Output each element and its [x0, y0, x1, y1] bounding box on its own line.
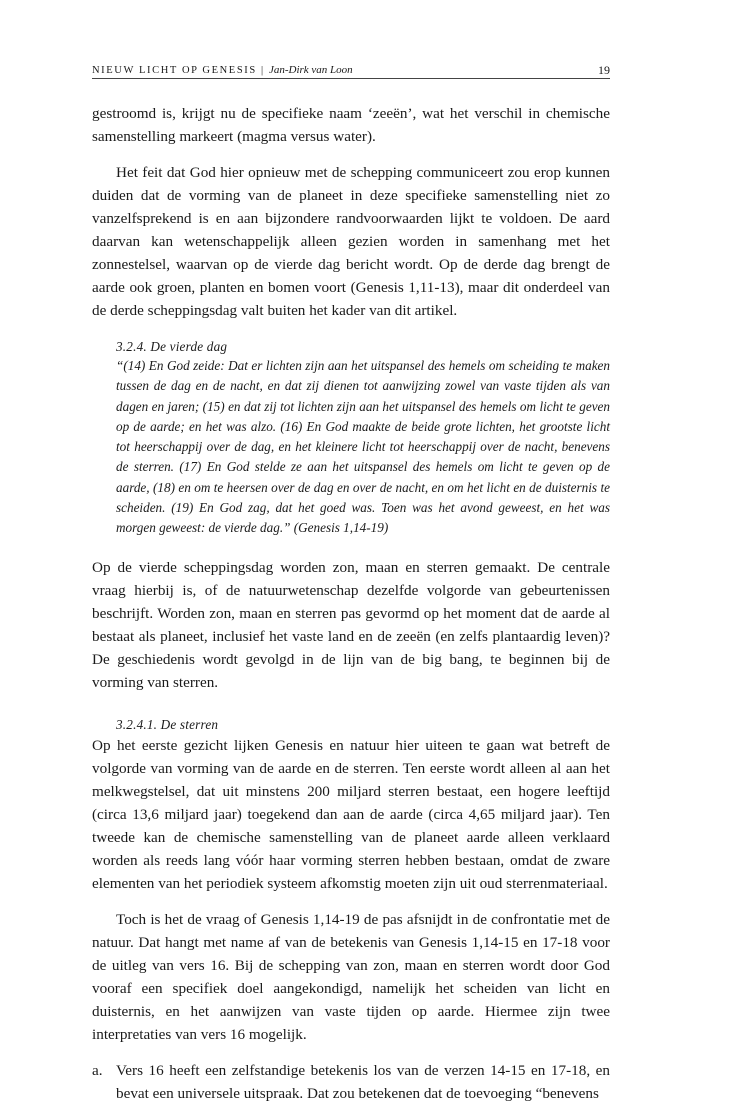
running-title: NIEUW LICHT OP GENESIS	[92, 65, 257, 76]
header-author: Jan-Dirk van Loon	[268, 64, 353, 76]
paragraph-5: Toch is het de vraag of Genesis 1,14-19 de pas afsnijdt in de confrontatie met de natuur. Dat hangt met name af van de betekenis van Genesis 1,14-15 en 17-18 voor de uitleg van vers 16. Bij de schepping van zon, maan en sterren wordt door God vooraf een specifiek doel aangekondigd, namelijk het scheiden van licht en duisternis, en het aanwijzen van vaste tijden op aarde. Hiermee zijn twee interpretaties van vers 16 mogelijk.	[92, 910, 610, 1043]
paragraph-3: Op de vierde scheppingsdag worden zon, maan en sterren gemaakt. De centrale vraag hierbij is, of de natuurwetenschap dezelfde volgorde van gebeurtenissen beschrijft. Worden zon, maan en sterren pas gevormd op het moment dat de aarde al bestaat als planeet, inclusief het vaste land en de zeeën (en zelfs plantaardig leven)? De geschiedenis wordt gevolgd in de lijn van de big bang, te beginnen bij de vorming van sterren.	[92, 558, 610, 691]
section-heading-3-2-4: 3.2.4. De vierde dag	[116, 339, 228, 354]
bible-quote: “(14) En God zeide: Dat er lichten zijn aan het uitspansel des hemels om scheiding te maken tussen de dag en de nacht, en dat zij dienen tot aanwijzing zowel van vaste tijden als van dagen en jaren; (15) en dat zij tot lichten zijn aan het uitspansel des hemels om licht te geven op de aarde; en het was alzo. (16) En God maakte de beide grote lichten, het grootste licht tot heerschappij over de dag, en het kleinere licht tot heerschappij over de nacht, benevens de sterren. (17) En God stelde ze aan het uitspansel des hemels om licht te geven op de aarde, (18) en om te heersen over de dag en over de nacht, en om het licht en de duisternis te scheiden. (19) En God zag, dat het goed was. Toen was het avond geweest, en het was morgen geweest: de vierde dag.” (Genesis 1,14-19)	[116, 358, 610, 536]
list-text-a: Vers 16 heeft een zelfstandige betekenis los van de verzen 14-15 en 17-18, en bevat een universele uitspraak. Dat zou betekenen dat de toevoeging “benevens	[116, 1061, 610, 1102]
running-header	[92, 62, 610, 79]
page-body	[92, 102, 610, 1105]
section-heading-3-2-4-1: 3.2.4.1. De sterren	[116, 716, 219, 732]
list-item-a	[92, 1059, 610, 1105]
page-number: 19	[598, 63, 610, 77]
paragraph-1: gestroomd is, krijgt nu de specifieke naam ‘zeeën’, wat het verschil in chemische samenstelling markeert (magma versus water).	[92, 105, 610, 145]
running-title-line	[92, 64, 353, 76]
paragraph-4: Op het eerste gezicht lijken Genesis en natuur hier uiteen te gaan wat betreft de volgorde van vorming van de aarde en de sterren. Ten eerste wordt alleen al aan het melkwegstelsel, dat uit minstens 200 miljard sterren bestaat, een hogere leeftijd (circa 13,6 miljard jaar) toegekend dan aan de aarde (circa 4,65 miljard jaar). Ten tweede kan de chemische samenstelling van de planeet aarde alleen verklaard worden als reeds lang vóór haar vorming sterren hebben bestaan, omdat de zware elementen van het periodiek systeem afkomstig moeten zijn uit oud sterrenmateriaal.	[92, 736, 610, 892]
header-separator: |	[256, 65, 269, 76]
list-label-a: a.	[92, 1061, 103, 1079]
paragraph-2: Het feit dat God hier opnieuw met de schepping communiceert zou erop kunnen duiden dat de vorming van de planeet in deze specifieke samenstelling niet zo vanzelfsprekend is en aan bijzondere randvoorwaarden lijkt te voldoen. De aard daarvan kan wetenschappelijk alleen gezien worden in samenhang met het zonnestelsel, waarvan op de vierde dag bericht wordt. Op de derde dag brengt de aarde ook groen, planten en bomen voort (Genesis 1,11-13), maar dit onderdeel van de derde scheppingsdag valt buiten het kader van dit artikel.	[92, 164, 610, 319]
